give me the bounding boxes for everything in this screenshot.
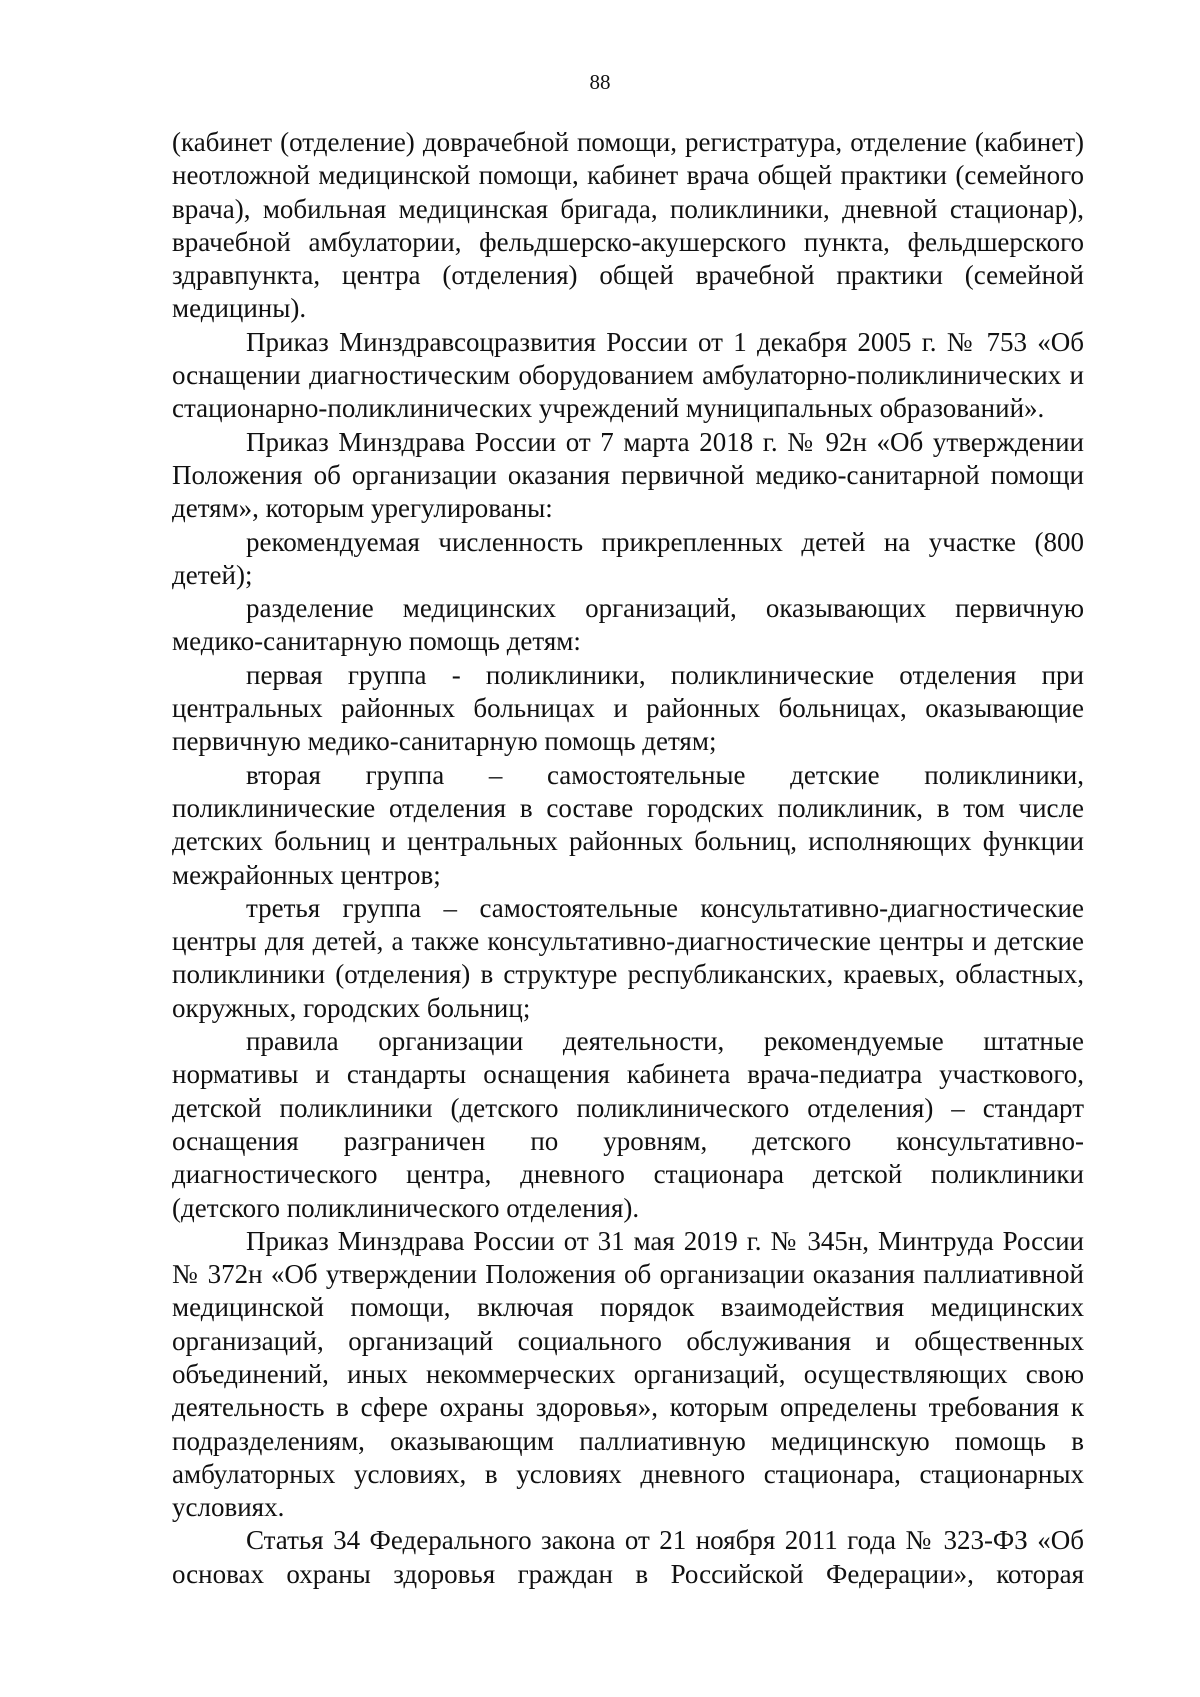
list-item-organization-division: разделение медицинских организаций, оказывающих первичную медико-санитарную помощь детям: (172, 593, 1084, 657)
page-number: 88 (589, 70, 611, 94)
paragraph-article-34: Статья 34 Федерального закона от 21 ноября 2011 года № 323-ФЗ «Об основах охраны здоровья граждан в Российской Федерации», которая (172, 1525, 1084, 1589)
paragraph-order-92n: Приказ Минздрава России от 7 марта 2018 г. № 92н «Об утверждении Положения об организации оказания первичной медико-санитарной помощи детям», которым урегулированы: (172, 426, 1084, 524)
paragraph-order-753: Приказ Минздравсоцразвития России от 1 декабря 2005 г. № 753 «Об оснащении диагностическим оборудованием амбулаторно-поликлинических и стационарно-поликлинических учреждений муниципальных образований». (172, 326, 1084, 424)
list-item-recommended-count: рекомендуемая численность прикрепленных детей на участке (800 детей); (172, 526, 1084, 590)
list-item-third-group: третья группа – самостоятельные консультативно-диагностические центры для детей, а также консультативно-диагностические центры и детские поликлиники (отделения) в структуре республиканских, краевых, областных, окружных, городских больниц; (172, 892, 1084, 1023)
list-item-first-group: первая группа - поликлиники, поликлинические отделения при центральных районных больницах и районных больницах, оказывающие первичную медико-санитарную помощь детям; (172, 659, 1084, 757)
list-item-organization-rules: правила организации деятельности, рекомендуемые штатные нормативы и стандарты оснащения кабинета врача-педиатра участкового, детской поликлиники (детского поликлинического отделения) – стандарт оснащения разграничен по уровням, детского консультативно-диагностического центра, дневного стационара детской поликлиники (детского поликлинического отделения). (172, 1026, 1084, 1223)
paragraph-order-345n: Приказ Минздрава России от 31 мая 2019 г. № 345н, Минтруда России № 372н «Об утверждении Положения об организации оказания паллиативной медицинской помощи, включая порядок взаимодействия медицинских организаций, организаций социального обслуживания и общественных объединений, иных некоммерческих организаций, осуществляющих свою деятельность в сфере охраны здоровья», которым определены требования к подразделениям, оказывающим паллиативную медицинскую помощь в амбулаторных условиях, в условиях дневного стационара, стационарных условиях. (172, 1225, 1084, 1523)
paragraph-continuation: (кабинет (отделение) доврачебной помощи, регистратура, отделение (кабинет) неотложной медицинской помощи, кабинет врача общей практики (семейного врача), мобильная медицинская бригада, поликлиники, дневной стационар), врачебной амбулатории, фельдшерско-акушерского пункта, фельдшерского здравпункта, центра (отделения) общей врачебной практики (семейной медицины). (172, 127, 1084, 324)
document-body (172, 126, 1084, 1591)
list-item-second-group: вторая группа – самостоятельные детские поликлиники, поликлинические отделения в составе городских поликлиник, в том числе детских больниц и центральных районных больниц, исполняющих функции межрайонных центров; (172, 759, 1084, 890)
